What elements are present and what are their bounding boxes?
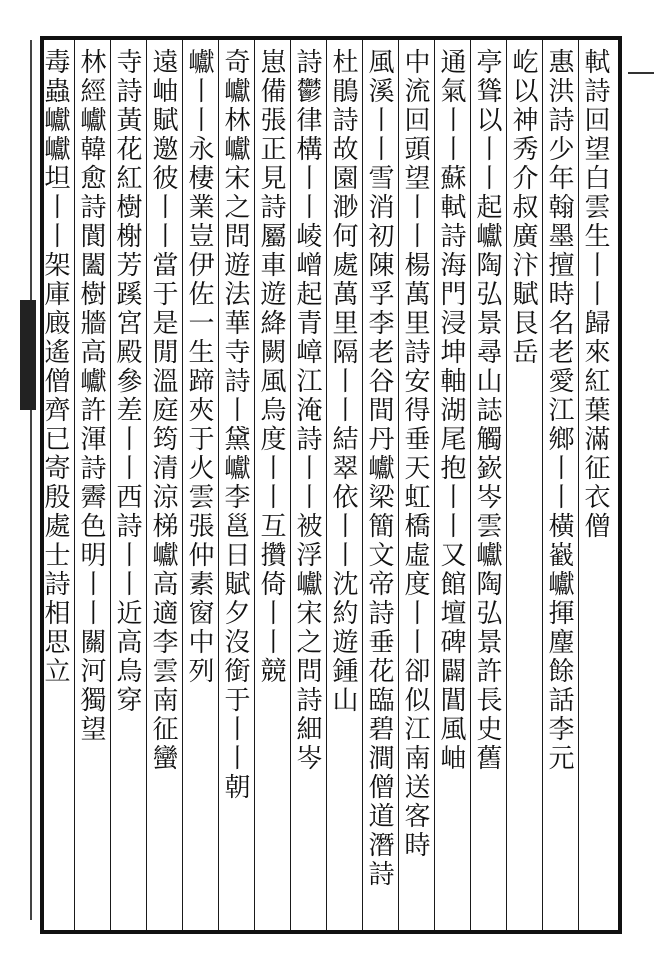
text-column-2: 惠洪詩少年翰墨擅時名老愛江鄉丨丨橫巀巘揮麈餘話李元: [544, 48, 574, 773]
text-column-16: 毒蟲巘巘坦丨丨架庫廄遙僧齊已寄殷處士詩相思立: [40, 48, 70, 686]
text-column-4: 亭聳以丨丨起巘陶弘景尋山誌觸嶔岑雲巘陶弘景許長史舊: [472, 48, 502, 773]
text-column-8: 杜鵑詩故園渺何處萬里隔丨丨結翠依丨丨沈約遊鍾山: [328, 48, 358, 715]
text-column-12: 巘丨丨永棲業豈伊佐一生蹄夾于火雲張仲素窗中列: [184, 48, 214, 686]
margin-mark: [628, 72, 654, 82]
text-column-1: 軾詩回望白雲生丨丨歸來紅葉滿征衣僧: [580, 48, 610, 541]
text-column-10: 崽備張正見詩屬車遊絳闕風烏度丨丨互攢倚丨丨競: [256, 48, 286, 686]
text-column-3: 屹以神秀介叔廣汴賦艮岳: [508, 48, 538, 367]
text-column-11: 奇巘林巘宋之問遊法華寺詩丨黛巘李邕日賦夕沒銜于丨丨朝: [220, 48, 250, 802]
text-column-15: 林經巘韓愈詩閬闔樹牆高巘許渾詩霽色明丨丨關河獨望: [76, 48, 106, 744]
text-column-6: 中流回頭望丨丨楊萬里詩安得垂天虹橋虛度丨丨卻似江南送客時: [400, 48, 430, 860]
text-column-5: 通氣丨丨蘇軾詩海門浸坤軸湖尾抱丨丨又館壇碑闢閶風岫: [436, 48, 466, 773]
adjacent-page-edge: [22, 40, 32, 920]
text-column-7: 風溪丨丨雪消初陳孚李老谷間丹巘梁簡文帝詩垂花臨碧澗僧道潛詩: [364, 48, 394, 889]
text-column-14: 寺詩黃花紅樹榭芳蹊宮殿參差丨丨西詩丨丨近高烏穿: [112, 48, 142, 715]
text-column-9: 詩鬱律構丨丨崚嶒起青嶂江淹詩丨丨被浮巘宋之問詩細岑: [292, 48, 322, 773]
text-column-13: 遠岫賦邀彼丨丨當于是閒溫庭筠清涼梯巘高適李雲南征蠻: [148, 48, 178, 773]
